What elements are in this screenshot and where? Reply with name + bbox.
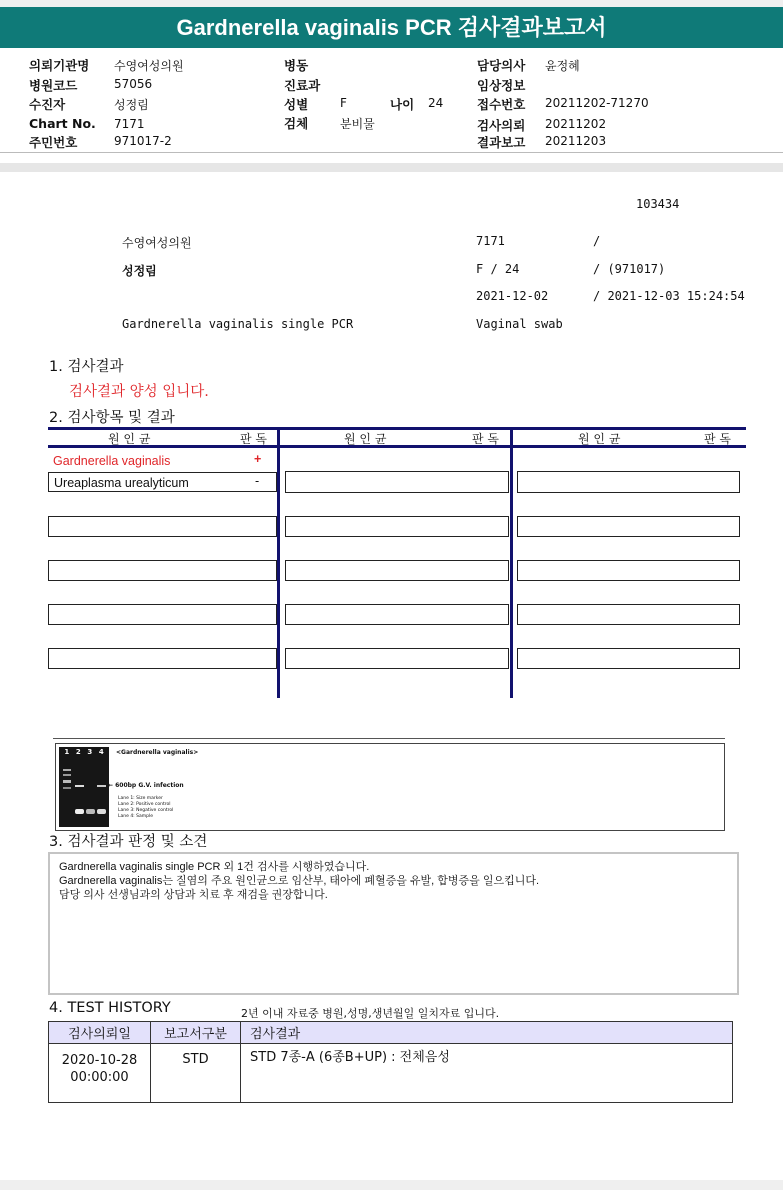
rrn-value: 971017-2	[114, 134, 172, 148]
request-value: 20211202	[545, 117, 607, 131]
ladder-band	[63, 769, 71, 771]
result-cell	[285, 604, 509, 625]
hospital-code-value: 57056	[114, 77, 153, 91]
patient-label: 수진자	[29, 97, 66, 112]
col-pathogen-1: 원 인 균	[108, 432, 151, 446]
result-text: 검사결과 양성 입니다.	[69, 384, 209, 400]
primer-band	[75, 809, 84, 814]
birth-date: / (971017)	[593, 262, 666, 276]
accession-value: 20211202-71270	[545, 96, 649, 110]
col-pathogen-2: 원 인 균	[344, 432, 387, 446]
pathogen-reading: -	[255, 474, 260, 488]
sample-band	[97, 785, 106, 787]
lane-number: 2	[75, 748, 81, 756]
report-code: 103434	[636, 197, 680, 211]
result-cell	[517, 604, 740, 625]
result-cell	[517, 648, 740, 669]
gel-image-panel	[55, 743, 725, 831]
patient-name: 성정림	[122, 264, 157, 278]
chart-no-label: Chart No.	[29, 116, 96, 131]
lane-number: 3	[87, 748, 93, 756]
request-label: 검사의뢰	[477, 118, 526, 133]
pathogen-name: Gardnerella vaginalis	[53, 454, 171, 468]
result-cell	[285, 471, 509, 493]
remark-line: 담당 의사 선생님과의 상담과 치료 후 재검을 권장합니다.	[59, 889, 328, 901]
ladder-band	[63, 774, 71, 776]
gel-legend	[118, 796, 173, 820]
primer-band	[86, 809, 95, 814]
pathogen-reading: +	[254, 452, 262, 466]
section1-heading: 1. 검사결과	[49, 359, 124, 375]
positive-band	[75, 785, 84, 787]
grid-divider-2	[510, 427, 513, 698]
patient-value: 성정림	[114, 98, 149, 112]
history-date: 2020-10-28	[61, 1053, 138, 1068]
grid-header-line	[48, 445, 746, 448]
ladder-band	[63, 780, 71, 783]
report-datetime: / 2021-12-03 15:24:54	[593, 289, 745, 303]
header-divider	[0, 152, 783, 153]
col-reading-3: 판 독	[704, 432, 731, 446]
clinical-label: 임상정보	[477, 78, 526, 93]
age-value: 24	[428, 96, 444, 110]
institution-label: 의뢰기관명	[29, 58, 90, 73]
remark-line: Gardnerella vaginalis는 질염의 주요 원인균으로 임산부, 태아에 폐혈증을 유발, 합병증을 일으킵니다.	[59, 875, 540, 887]
gel-top-rule	[53, 738, 725, 739]
report-title: Gardnerella vaginalis PCR 검사결과보고서	[0, 7, 783, 48]
history-col-date: 검사의뢰일	[49, 1022, 151, 1044]
specimen-label: 검체	[284, 116, 309, 131]
top-strip	[0, 0, 783, 7]
report-label: 결과보고	[477, 135, 526, 150]
col-reading-2: 판 독	[472, 432, 499, 446]
gel-photo	[59, 747, 109, 827]
history-col-type: 보고서구분	[151, 1022, 241, 1044]
legend-item: Lane 3: Negative control	[118, 808, 174, 813]
rrn-label: 주민번호	[29, 135, 78, 150]
sex-value: F	[340, 96, 347, 110]
result-cell	[285, 516, 509, 537]
history-table	[48, 1021, 733, 1103]
chart-no-value: 7171	[114, 117, 145, 131]
chart-number: 7171	[476, 234, 505, 248]
sex-label: 성별	[284, 97, 309, 112]
legend-item: Lane 1: Size marker	[118, 796, 163, 801]
result-cell	[517, 560, 740, 581]
accession-label: 접수번호	[477, 97, 526, 112]
history-date-cell	[49, 1044, 151, 1103]
slash: /	[593, 234, 601, 248]
age-label: 나이	[390, 97, 415, 112]
col-reading-1: 판 독	[240, 432, 267, 446]
result-cell	[285, 560, 509, 581]
hospital-code-label: 병원코드	[29, 78, 78, 93]
history-time: 00:00:00	[70, 1070, 129, 1085]
ward-label: 병동	[284, 58, 309, 73]
history-result: STD 7종-A (6종B+UP) : 전체음성	[241, 1044, 733, 1103]
result-cell	[517, 471, 740, 493]
grid-divider-1	[277, 427, 280, 698]
remark-line: Gardnerella vaginalis single PCR 외 1건 검사를 시행하였습니다.	[59, 861, 370, 873]
legend-item: Lane 2: Positive control	[118, 802, 171, 807]
result-cell	[285, 648, 509, 669]
history-col-result: 검사결과	[241, 1022, 733, 1044]
history-note: 2년 이내 자료중 병원,성명,생년월일 일치자료 입니다.	[241, 1007, 500, 1020]
col-pathogen-3: 원 인 균	[578, 432, 621, 446]
gel-title: <Gardnerella vaginalis>	[116, 749, 199, 756]
band-label: ← 600bp G.V. infection	[108, 782, 184, 789]
legend-item: Lane 4: Sample	[118, 814, 153, 819]
result-cell	[48, 516, 277, 537]
remarks-box	[48, 852, 739, 995]
history-type: STD	[151, 1044, 241, 1103]
report-value: 20211203	[545, 134, 607, 148]
section2-heading: 2. 검사항목 및 결과	[49, 410, 175, 426]
specimen-type: Vaginal swab	[476, 317, 563, 331]
result-cell	[48, 560, 277, 581]
doctor-value: 윤정혜	[545, 59, 580, 73]
section4-heading: 4. TEST HISTORY	[49, 1000, 171, 1016]
primer-band	[97, 809, 106, 814]
header-band	[0, 163, 783, 172]
pathogen-name: Ureaplasma urealyticum	[54, 476, 189, 490]
dept-label: 진료과	[284, 78, 321, 93]
clinic-name: 수영여성의원	[122, 236, 192, 250]
section3-heading: 3. 검사결과 판정 및 소견	[49, 834, 208, 850]
bottom-strip	[0, 1180, 783, 1190]
lane-number: 4	[98, 748, 104, 756]
lane-number: 1	[64, 748, 70, 756]
result-cell	[48, 604, 277, 625]
result-cell	[48, 648, 277, 669]
request-date: 2021-12-02	[476, 289, 549, 303]
specimen-value: 분비물	[340, 117, 375, 131]
doctor-label: 담당의사	[477, 58, 526, 73]
history-header-row	[49, 1022, 733, 1044]
ladder-band	[63, 787, 71, 789]
test-name: Gardnerella vaginalis single PCR	[122, 317, 354, 331]
table-row	[49, 1044, 733, 1103]
grid-top-line	[48, 427, 746, 430]
sex-age: F / 24	[476, 262, 520, 276]
result-cell	[517, 516, 740, 537]
institution-value: 수영여성의원	[114, 59, 184, 73]
